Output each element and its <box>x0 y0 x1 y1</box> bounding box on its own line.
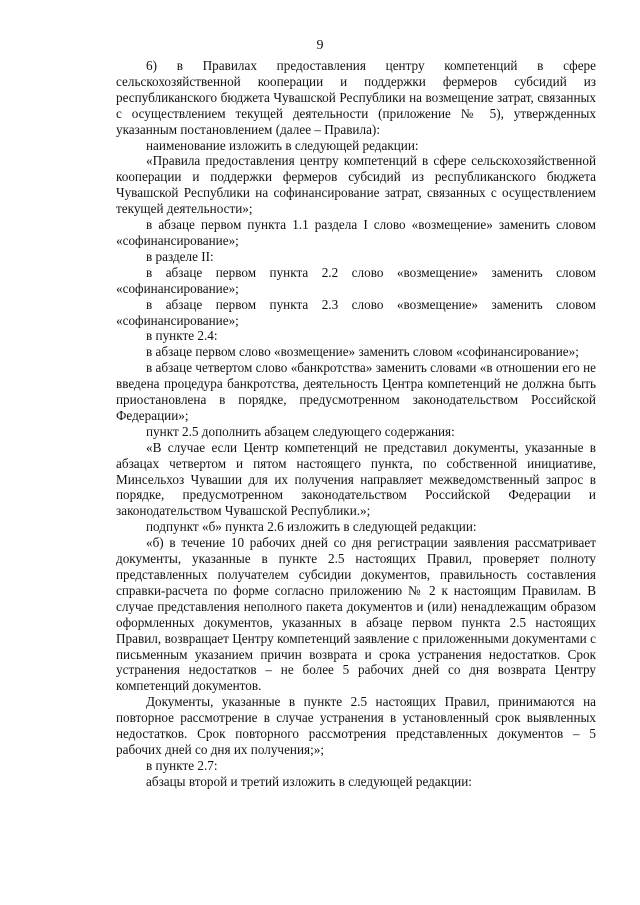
paragraph: в пункте 2.7: <box>146 757 218 773</box>
paragraph: абзацы второй и третий изложить в следующей редакции: <box>146 773 472 789</box>
paragraph: «б) в течение 10 рабочих дней со дня регистрации заявления рассматривает документы, указанные в пункте 2.5 настоящих Правил, проверяет полноту представленных получателем субсидии документов, правильность составления справки-расчета по форме согласно приложению № 2 к настоящим Правилам. В случае представления неполного пакета документов и (или) ненадлежащим образом оформленных документов, указанных в абзаце первом пункта 2.5 настоящих Правил, возвращает Центру компетенций заявление с приложенными документами с письменным указанием причин возврата и срока устранения недостатков. Срок устранения недостатков – не более 5 рабочих дней со дня возврата Центру компетенций документов. <box>116 535 596 694</box>
paragraph: в абзаце четвертом слово «банкротства» заменить словами «в отношении его не введена процедура банкротства, деятельность Центра компетенций не должна быть приостановлена в порядке, предусмотренном законодательством Российской Федерации»; <box>116 360 596 423</box>
page-number: 9 <box>316 38 324 53</box>
paragraph: в абзаце первом пункта 1.1 раздела I слово «возмещение» заменить словом «софинансирование»; <box>116 217 596 248</box>
paragraph: подпункт «б» пункта 2.6 изложить в следующей редакции: <box>146 519 477 535</box>
paragraph: наименование изложить в следующей редакции: <box>146 137 419 153</box>
paragraph: в разделе II: <box>146 248 214 264</box>
paragraph: в абзаце первом слово «возмещение» заменить словом «софинансирование»; <box>146 344 579 360</box>
paragraph: в абзаце первом пункта 2.2 слово «возмещение» заменить словом «софинансирование»; <box>116 264 596 296</box>
paragraph: пункт 2.5 дополнить абзацем следующего содержания: <box>146 423 455 439</box>
paragraph: в абзаце первом пункта 2.3 слово «возмещение» заменить словом «софинансирование»; <box>116 296 596 328</box>
paragraph: в пункте 2.4: <box>146 328 218 344</box>
paragraph: Документы, указанные в пункте 2.5 настоящих Правил, принимаются на повторное рассмотрение в случае устранения в установленный срок выявленных недостатков. Срок повторного рассмотрения представленных документов – 5 рабочих дней со дня их получения;»; <box>116 694 596 757</box>
paragraph: 6) в Правилах предоставления центру компетенций в сфере сельскохозяйственной кооперации и поддержки фермеров субсидий из республиканского бюджета Чувашской Республики на возмещение затрат, связанных с осуществлением текущей деятельности (приложение № 5), утвержденных указанным постановлением (далее – Правила): <box>116 58 596 137</box>
document-body <box>116 58 596 790</box>
paragraph: «Правила предоставления центру компетенций в сфере сельскохозяйственной кооперации и поддержки фермеров субсидий из республиканского бюджета Чувашской Республики на софинансирование затрат, связанных с осуществлением текущей деятельности»; <box>116 153 596 217</box>
paragraph: «В случае если Центр компетенций не представил документы, указанные в абзацах четвертом и пятом настоящего пункта, по собственной инициативе, Минсельхоз Чувашии для их получения направляет межведомственный запрос в порядке, предусмотренном законодательством Российской Федерации и законодательством Чувашской Республики.»; <box>116 439 596 519</box>
